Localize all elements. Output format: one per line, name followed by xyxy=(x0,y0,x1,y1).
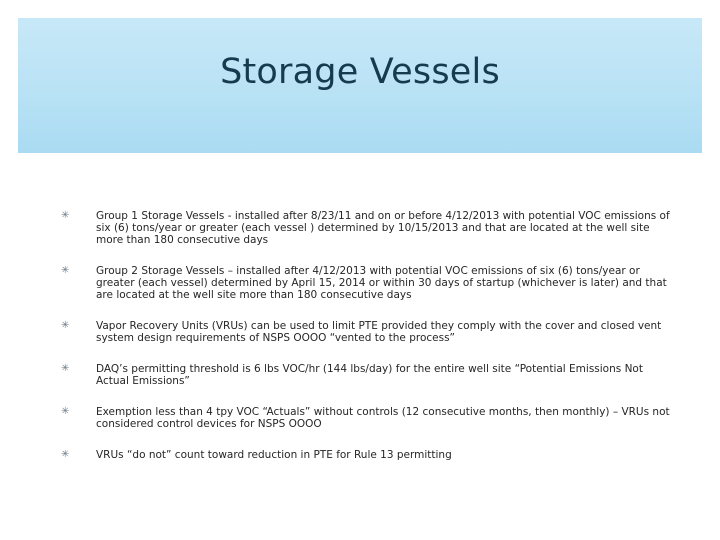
bullet-text: VRUs “do not” count toward reduction in PTE for Rule 13 permitting xyxy=(96,449,452,461)
bullet-text: Vapor Recovery Units (VRUs) can be used to limit PTE provided they comply with the cover and closed vent system design requirements of NSPS OOOO “vented to the process” xyxy=(96,320,662,344)
asterisk-bullet-icon: ✳ xyxy=(61,210,70,221)
bullet-item-5 xyxy=(58,406,670,430)
bullet-item-1 xyxy=(58,210,670,246)
asterisk-bullet-icon: ✳ xyxy=(61,265,70,276)
bullet-item-6 xyxy=(58,449,670,461)
slide-title: Storage Vessels xyxy=(220,52,500,92)
bullet-text: Group 2 Storage Vessels – installed after 4/12/2013 with potential VOC emissions of six (6) tons/year or greater (each vessel) determined by April 15, 2014 or within 30 days of startup (whichever is later) and that are located at the well site more than 180 consecutive days xyxy=(96,265,667,301)
asterisk-bullet-icon: ✳ xyxy=(61,406,70,417)
asterisk-bullet-icon: ✳ xyxy=(61,320,70,331)
bullet-text: Exemption less than 4 tpy VOC “Actuals” without controls (12 consecutive months, then monthly) – VRUs not considered control devices for NSPS OOOO xyxy=(96,406,670,430)
bullet-item-3 xyxy=(58,320,670,344)
bullet-text: DAQ’s permitting threshold is 6 lbs VOC/hr (144 lbs/day) for the entire well site “Potential Emissions Not Actual Emissions” xyxy=(96,363,643,387)
bullet-item-4 xyxy=(58,363,670,387)
asterisk-bullet-icon: ✳ xyxy=(61,449,70,460)
bullet-text: Group 1 Storage Vessels - installed after 8/23/11 and on or before 4/12/2013 with potential VOC emissions of six (6) tons/year or greater (each vessel ) determined by 10/15/2013 and that are located at the well site more than 180 consecutive days xyxy=(96,210,670,246)
asterisk-bullet-icon: ✳ xyxy=(61,363,70,374)
bullet-item-2 xyxy=(58,265,670,301)
bullet-list xyxy=(58,210,670,461)
